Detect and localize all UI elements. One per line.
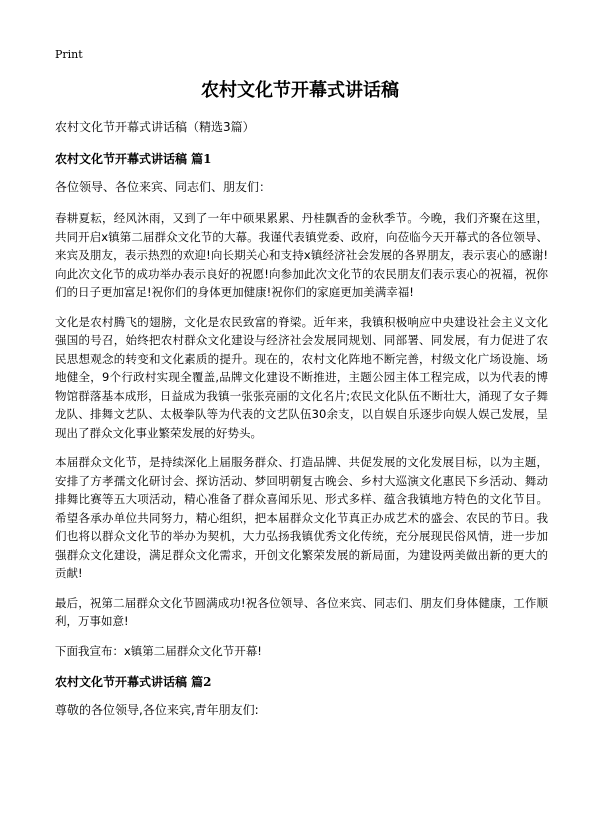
section-1-paragraph-1: 春耕夏耘，经风沐雨，又到了一年中硕果累累、丹桂飘香的金秋季节。今晚，我们齐聚在这里，共同开启x镇第二届群众文化节的大幕。我谨代表镇党委、政府，向莅临今天开幕式的各位领导、来宾及朋友，表示热烈的欢迎!向长期关心和支持x镇经济社会发展的各界朋友，表示衷心的感谢!向此次文化节的成功举办表示良好的祝愿!向参加此次文化节的农民朋友们表示衷心的祝福，祝你们的日子更加富足!祝你们的身体更加健康!祝你们的家庭更加美满幸福! <box>55 211 548 299</box>
section-1-paragraph-3: 本届群众文化节，是持续深化上届服务群众、打造品牌、共促发展的文化发展目标，以为主题，安排了方孝孺文化研讨会、探访活动、梦回明朝复古晚会、乡村大巡演文化惠民下乡活动、舞动排舞比赛等五大项活动，精心准备了群众喜闻乐见、形式多样、蕴含我镇地方特色的文化节目。希望各承办单位共同努力，精心组织，把本届群众文化节真正办成艺术的盛会、农民的节日。我们也将以群众文化节的举办为契机，大力弘扬我镇优秀文化传统，充分展现民俗风情，进一步加强群众文化建设，满足群众文化需求，开创文化繁荣发展的新局面，为建设两美做出新的更大的贡献! <box>55 455 548 580</box>
print-link[interactable]: Print <box>55 48 83 61</box>
section-2-greeting: 尊敬的各位领导,各位来宾,青年朋友们: <box>55 703 259 717</box>
document-subtitle: 农村文化节开幕式讲话稿（精选3篇） <box>55 120 255 134</box>
section-heading-2: 农村文化节开幕式讲话稿 篇2 <box>55 675 212 689</box>
section-1-paragraph-5: 下面我宣布：x镇第二届群众文化节开幕! <box>55 643 262 658</box>
section-1-paragraph-2: 文化是农村腾飞的翅膀，文化是农民致富的脊梁。近年来，我镇积极响应中央建设社会主义文化强国的号召，始终把农村群众文化建设与经济社会发展同规划、同部署、同发展，有力促进了农民思想观念的转变和文化素质的提升。现在的，农村文化阵地不断完善，村级文化广场设施、场地健全，9个行政村实现全覆盖,品牌文化建设不断推进，主题公园主体工程完成，以为代表的博物馆群落基本成形，日益成为我镇一张张亮丽的文化名片;农民文化队伍不断壮大，涌现了女子舞龙队、排舞文艺队、太极拳队等为代表的文艺队伍30余支，以自娱自乐逐步向娱人娱己发展，呈现出了群众文化事业繁荣发展的好势头。 <box>55 314 548 440</box>
section-heading-1: 农村文化节开幕式讲话稿 篇1 <box>55 152 212 166</box>
section-1-greeting: 各位领导、各位来宾、同志们、朋友们： <box>55 180 272 194</box>
document-body <box>55 119 548 732</box>
document-title: 农村文化节开幕式讲话稿 <box>201 80 399 101</box>
section-1-paragraph-4: 最后，祝第二届群众文化节圆满成功!祝各位领导、各位来宾、同志们、朋友们身体健康，工作顺利，万事如意! <box>55 595 548 628</box>
